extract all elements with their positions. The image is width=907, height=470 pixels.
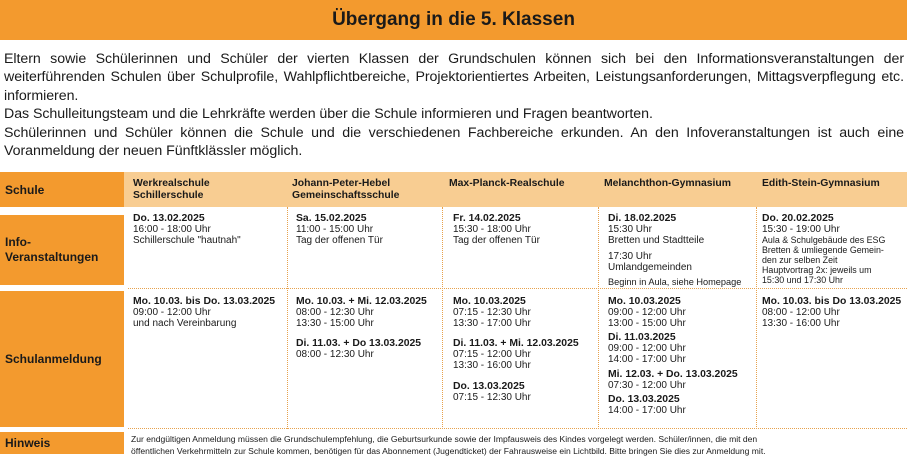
row-divider [128, 288, 907, 289]
intro-paragraph-3: Schülerinnen und Schüler können die Schule und die verschiedenen Fachbereiche erkunden. An den Infoveranstaltungen ist auch eine Voranmeldung der neuen Fünftklässler möglich. [4, 124, 904, 160]
page-title: Übergang in die 5. Klassen [332, 9, 575, 30]
school-header-5: Edith-Stein-Gymnasium [762, 178, 880, 189]
column-divider [756, 207, 757, 429]
title-bar [0, 0, 907, 40]
info-cell-2: Sa. 15.02.2025 11:00 - 15:00 Uhr Tag der offenen Tür [296, 213, 383, 247]
info-cell-1: Do. 13.02.2025 16:00 - 18:00 Uhr Schillerschule "hautnah" [133, 213, 241, 247]
school-header-1: Werkrealschule Schillerschule [133, 178, 210, 201]
row-label-schule: Schule [0, 172, 124, 207]
hinweis-text: Zur endgültigen Anmeldung müssen die Grundschulempfehlung, die Geburtsurkunde sowie der Impfausweis des Kindes vorgelegt werden. Schüler/innen, die mit den öffentlichen Verkehrmitteln zur Schule kommen, benötigen für das Abonnement (Jugendticket) der Fahrausweise ein Lichtbild. Bitte bringen Sie dies zur Anmeldung mit. [131, 434, 766, 456]
info-cell-3: Fr. 14.02.2025 15:30 - 18:00 Uhr Tag der offenen Tür [453, 213, 540, 247]
anmeldung-cell-4: Mo. 10.03.2025 09:00 - 12:00 Uhr 13:00 - 15:00 Uhr Di. 11.03.2025 09:00 - 12:00 Uhr 14:00 - 17:00 Uhr Mi. 12.03. + Do. 13.03.2025 07:30 - 12:00 Uhr Do. 13.03.2025 14:00 - 17:00 Uhr [608, 296, 738, 416]
column-divider [598, 207, 599, 429]
intro-paragraph-1: Eltern sowie Schülerinnen und Schüler der vierten Klassen der Grundschulen können sich bei den Informationsveranstaltungen der weiterführenden Schulen über Schulprofile, Wahlpflichtbereiche, Projektorientiertes Arbeiten, Leistungsanforderungen, Mittagsverpflegung etc. informieren. [4, 51, 904, 104]
column-divider [442, 207, 443, 429]
row-label-info: Info- Veranstaltungen [0, 215, 124, 285]
anmeldung-cell-1: Mo. 10.03. bis Do. 13.03.2025 09:00 - 12:00 Uhr und nach Vereinbarung [133, 296, 276, 330]
school-header-4: Melanchthon-Gymnasium [604, 178, 732, 189]
anmeldung-cell-5: Mo. 10.03. bis Do 13.03.2025 08:00 - 12:00 Uhr 13:30 - 16:00 Uhr [762, 296, 902, 330]
row-divider [128, 428, 907, 429]
column-divider [287, 207, 288, 429]
schedule-table [0, 172, 907, 470]
row-label-hinweis: Hinweis [0, 432, 124, 454]
anmeldung-cell-3: Mo. 10.03.2025 07:15 - 12:30 Uhr 13:30 - 17:00 Uhr Di. 11.03. + Mi. 12.03.2025 07:15 - 12:00 Uhr 13:30 - 16:00 Uhr Do. 13.03.2025 07:15 - 12:30 Uhr [453, 296, 579, 403]
anmeldung-cell-2: Mo. 10.03. + Mi. 12.03.2025 08:00 - 12:30 Uhr 13:30 - 15:00 Uhr Di. 11.03. + Do 13.03.2025 08:00 - 12:30 Uhr [296, 296, 427, 361]
intro-paragraph-2: Das Schulleitungsteam und die Lehrkräfte werden über die Schule informieren und Fragen beantworten. [4, 106, 653, 123]
row-label-anmeldung: Schulanmeldung [0, 291, 124, 427]
info-cell-4: Di. 18.02.2025 15:30 Uhr Bretten und Stadtteile 17:30 Uhr Umlandgemeinden Beginn in Aula, siehe Homepage [608, 213, 742, 288]
school-header-2: Johann-Peter-Hebel Gemeinschaftsschule [292, 178, 400, 201]
info-cell-5: Do. 20.02.2025 15:30 - 19:00 Uhr Aula & Schulgebäude des ESG Bretten & umliegende Gemein- den zur selben Zeit Hauptvortrag 2x: jeweils um 15:30 und 17:30 Uhr [762, 213, 886, 286]
school-header-3: Max-Planck-Realschule [449, 178, 565, 189]
intro-text [4, 50, 904, 160]
